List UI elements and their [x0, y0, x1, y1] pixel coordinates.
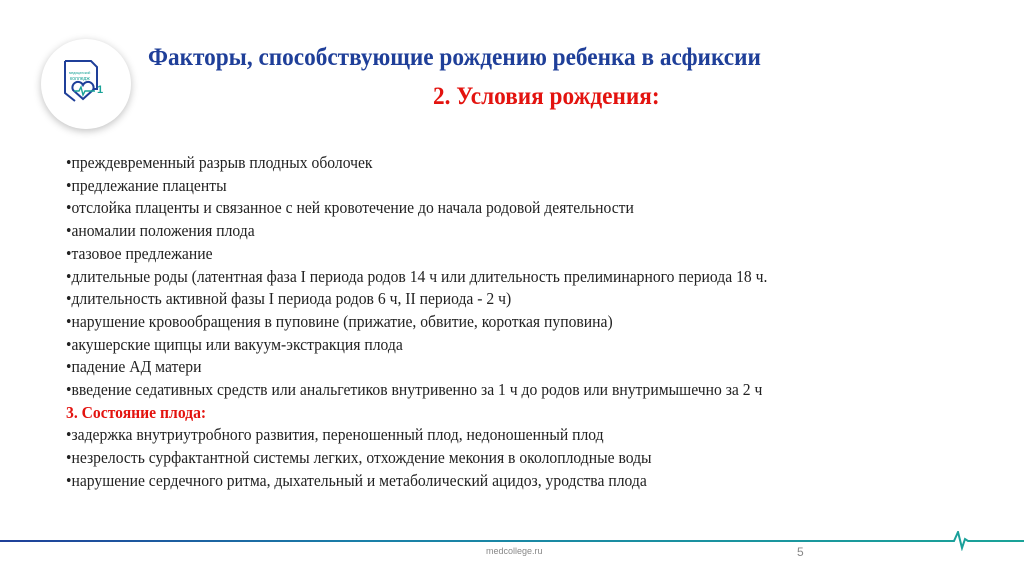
college-emblem-icon	[61, 59, 111, 109]
page-number: 5	[797, 545, 804, 559]
section-3-title: 3. Состояние плода:	[66, 402, 207, 422]
list-item: •предлежание плаценты	[66, 175, 227, 195]
list-item: •нарушение сердечного ритма, дыхательный и метаболический ацидоз, уродства плода	[66, 470, 647, 490]
svg-text:1: 1	[97, 84, 104, 96]
svg-text:колледж: колледж	[70, 76, 90, 82]
factors-list	[66, 152, 828, 493]
footer-site-url: medcollege.ru	[486, 546, 543, 556]
list-item: •незрелость сурфактантной системы легких, отхождение мекония в околоплодные воды	[66, 448, 652, 468]
svg-text:медицинский: медицинский	[69, 71, 91, 75]
list-item: •аномалии положения плода	[66, 221, 255, 241]
list-item: •нарушение кровообращения в пуповине (прижатие, обвитие, короткая пуповина)	[66, 311, 613, 331]
page-title: Факторы, способствующие рождению ребенка в асфиксии	[148, 44, 761, 71]
list-item: •задержка внутриутробного развития, переношенный плод, недоношенный плод	[66, 425, 604, 445]
list-item: •отслойка плаценты и связанное с ней кровотечение до начала родовой деятельности	[66, 198, 634, 218]
list-item: •тазовое предлежание	[66, 243, 213, 263]
list-item: •длительность активной фазы I периода родов 6 ч, II периода - 2 ч)	[66, 289, 512, 309]
list-item: •введение седативных средств или анальгетиков внутривенно за 1 ч до родов или внутримышечно за 2 ч	[66, 380, 763, 400]
list-item: •длительные роды (латентная фаза I периода родов 14 ч или длительность прелиминарного периода 18 ч.	[66, 266, 768, 286]
list-item: •падение АД матери	[66, 357, 202, 377]
college-logo	[41, 39, 131, 129]
section-2-title: 2. Условия рождения:	[433, 83, 660, 110]
list-item: •акушерские щипцы или вакуум-экстракция плода	[66, 334, 403, 354]
list-item: •преждевременный разрыв плодных оболочек	[66, 153, 373, 172]
